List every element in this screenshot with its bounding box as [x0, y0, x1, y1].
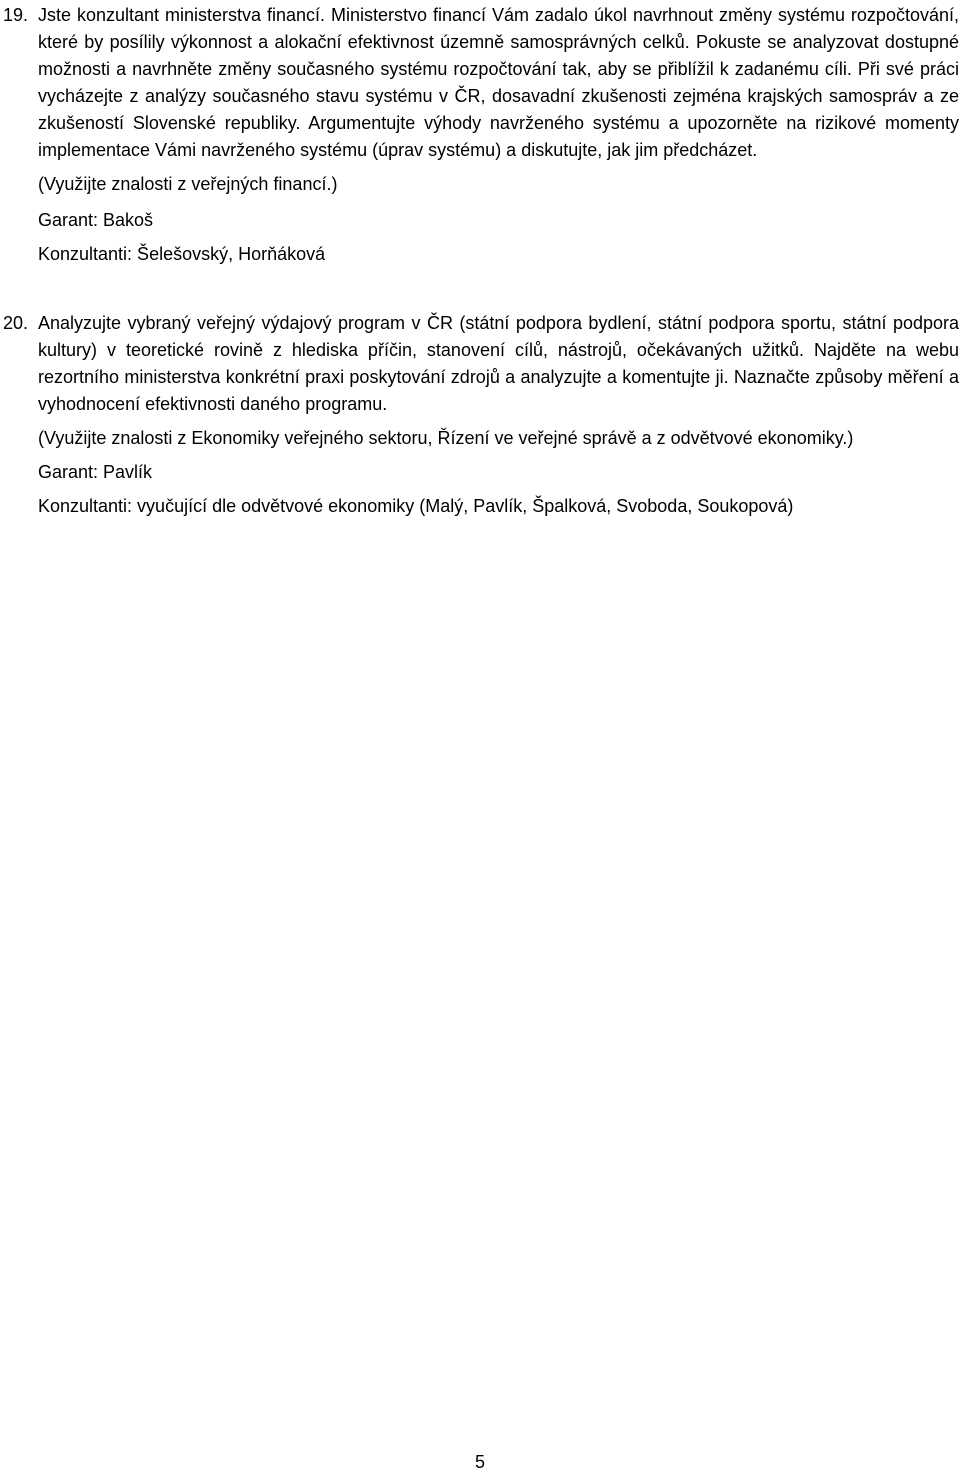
item-number: 20. [3, 313, 29, 333]
item-note: (Využijte znalosti z Ekonomiky veřejného sektoru, Řízení ve veřejné správě a z odvětvové ekonomiky.) [38, 428, 854, 448]
item-paragraph: Jste konzultant ministerstva financí. Ministerstvo financí Vám zadalo úkol navrhnout změny systému rozpočtování, které by posílily výkonnost a alokační efektivnost územně samosprávných celků. Pokuste se analyzovat dostupné možnosti a navrhněte změny současného systému rozpočtování tak, aby se přiblížil k zadanému cíli. Při své práci vycházejte z analýzy současného stavu systému v ČR, dosavadní zkušenosti zejména krajských samospráv a ze zkušeností Slovenské republiky. Argumentujte výhody navrženého systému a upozorněte na rizikové momenty implementace Vámi navrženého systému (úprav systému) a diskutujte, jak jim předcházet. [38, 5, 959, 160]
item-konzultanti: Konzultanti: Šelešovský, Horňáková [38, 244, 326, 264]
item-body [38, 310, 959, 520]
item-note: (Využijte znalosti z veřejných financí.) [38, 174, 338, 194]
item-body [38, 2, 959, 268]
page-number: 5 [474, 1452, 485, 1472]
item-garant: Garant: Pavlík [38, 462, 153, 482]
item-konzultanti: Konzultanti: vyučující dle odvětvové ekonomiky (Malý, Pavlík, Špalková, Svoboda, Soukopová) [38, 496, 794, 516]
item-garant: Garant: Bakoš [38, 210, 154, 230]
item-number: 19. [3, 5, 29, 25]
item-paragraph: Analyzujte vybraný veřejný výdajový program v ČR (státní podpora bydlení, státní podpora sportu, státní podpora kultury) v teoretické rovině z hlediska příčin, stanovení cílů, nástrojů, očekávaných užitků. Najděte na webu rezortního ministerstva konkrétní praxi poskytování zdrojů a analyzujte a komentujte ji. Naznačte způsoby měření a vyhodnocení efektivnosti daného programu. [38, 313, 959, 414]
